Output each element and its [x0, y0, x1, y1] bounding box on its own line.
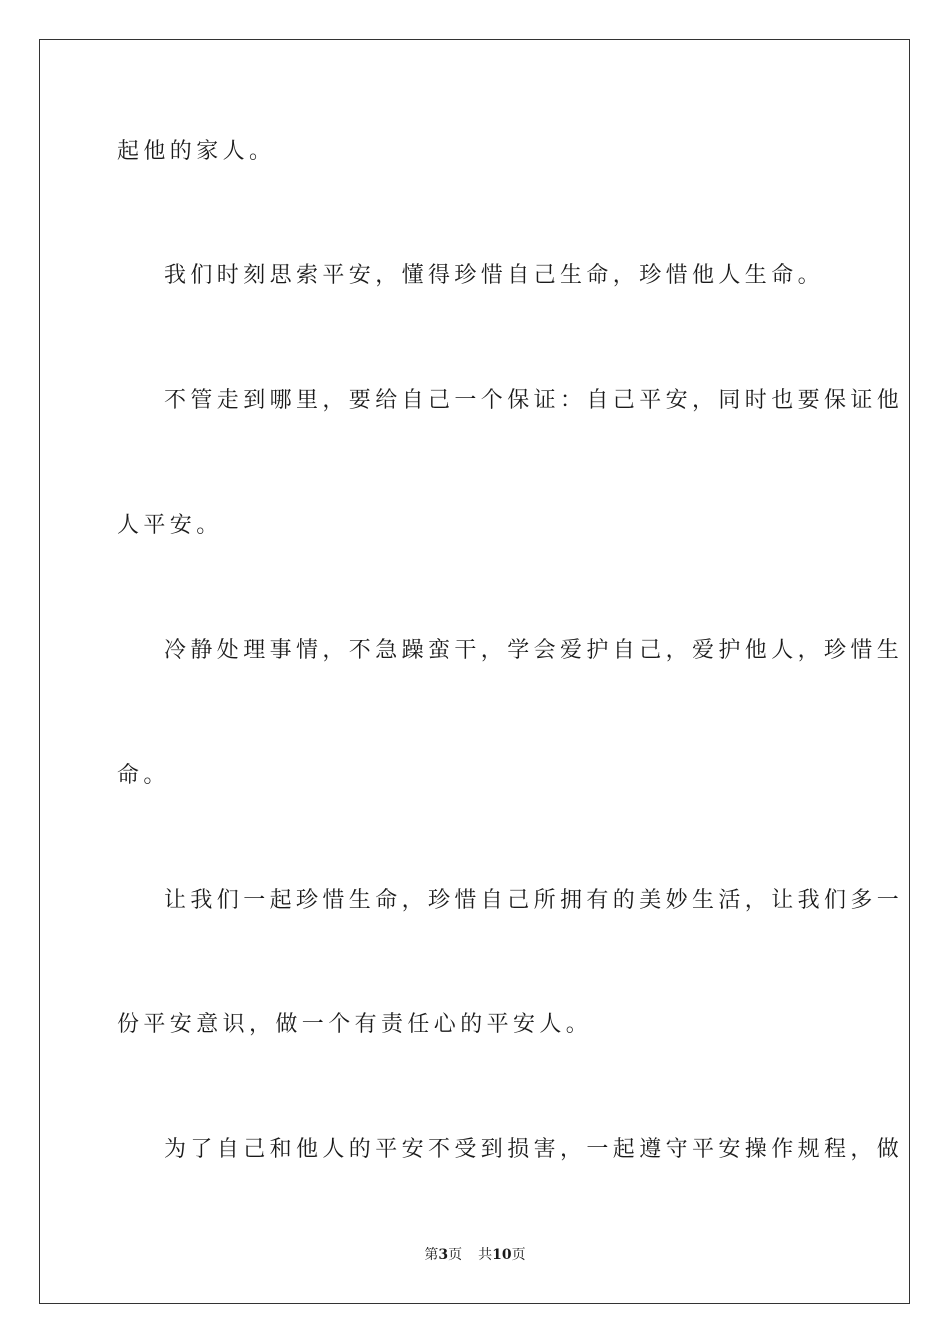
body-text-line: 人平安。 [117, 513, 223, 538]
total-prefix: 共 [478, 1247, 493, 1263]
page-indicator [424, 1246, 462, 1264]
paragraph-first-line: 让我们一起珍惜生命，珍惜自己所拥有的美妙生活，让我们多一 [164, 888, 904, 913]
total-suffix: 页 [511, 1247, 526, 1263]
page-border [39, 39, 910, 1304]
page-suffix: 页 [448, 1247, 463, 1263]
paragraph-first-line: 不管走到哪里，要给自己一个保证：自己平安，同时也要保证他 [164, 388, 904, 413]
paragraph-first-line: 我们时刻思索平安，懂得珍惜自己生命，珍惜他人生命。 [164, 263, 825, 288]
body-text-line: 份平安意识，做一个有责任心的平安人。 [117, 1012, 593, 1037]
page-number: 3 [438, 1247, 449, 1263]
total-pages-indicator [478, 1246, 525, 1264]
body-text-line: 起他的家人。 [117, 139, 276, 164]
page-prefix: 第 [424, 1247, 439, 1263]
page-footer [0, 1246, 950, 1264]
paragraph-first-line: 为了自己和他人的平安不受到损害，一起遵守平安操作规程，做 [164, 1137, 904, 1162]
paragraph-first-line: 冷静处理事情，不急躁蛮干，学会爱护自己，爱护他人，珍惜生 [164, 638, 904, 663]
total-pages: 10 [492, 1247, 512, 1263]
body-text-line: 命。 [117, 763, 170, 788]
